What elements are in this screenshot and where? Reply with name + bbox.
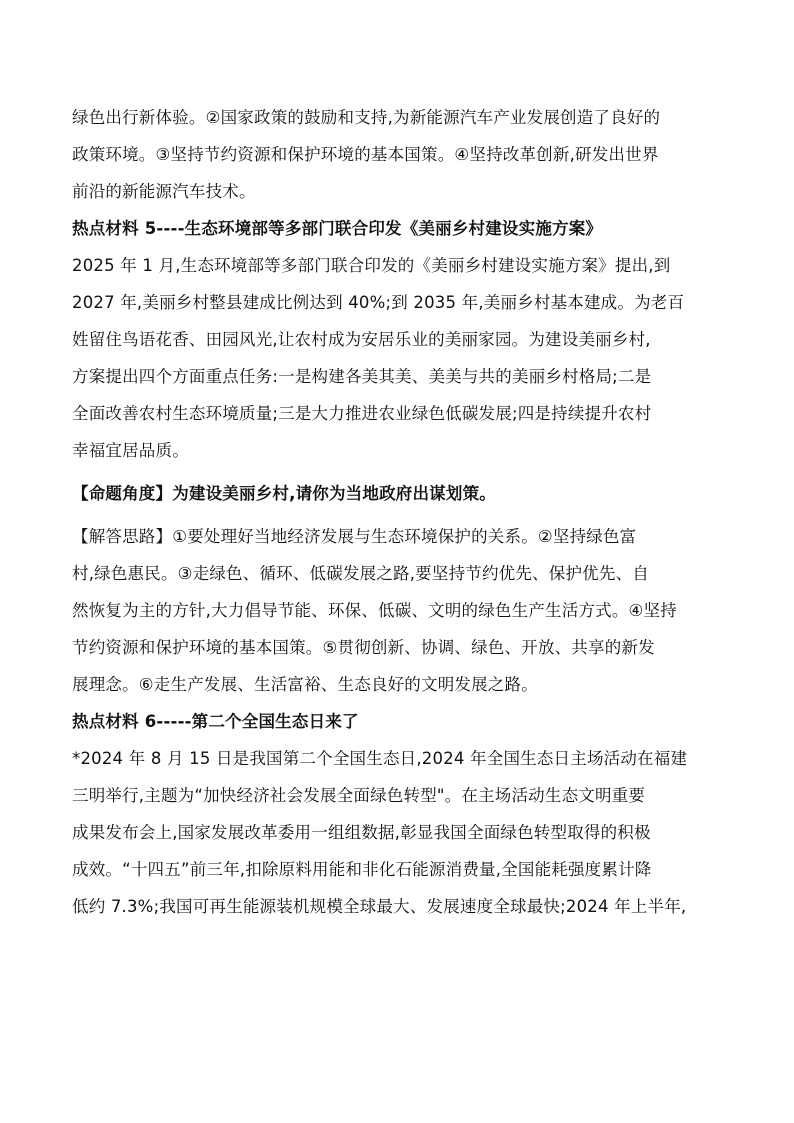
text-line: 展理念。⑥走生产发展、生活富裕、生态良好的文明发展之路。: [72, 675, 538, 694]
section-6: [72, 703, 722, 925]
text-line: 政策环境。③坚持节约资源和保护环境的基本国策。④坚持改革创新,研发出世界: [72, 145, 659, 164]
text-line: 成果发布会上,国家发展改革委用一组组数据,彰显我国全面绿色转型取得的积极: [72, 823, 651, 842]
text-line: 绿色出行新体验。②国家政策的鼓励和支持,为新能源汽车产业发展创造了良好的: [72, 108, 661, 127]
section-5: [72, 210, 722, 703]
text-line: 全面改善农村生态环境质量;三是大力推进农业绿色低碳发展;四是持续提升农村: [72, 404, 652, 423]
text-line: 姓留住鸟语花香、田园风光,让农村成为安居乐业的美丽家园。为建设美丽乡村,: [72, 330, 651, 349]
section-6-body: [72, 740, 722, 925]
text-line: 然恢复为主的方针,大力倡导节能、环保、低碳、文明的绿色生产生活方式。④坚持: [72, 601, 677, 620]
text-line: 三明举行,主题为“加快经济社会发展全面绿色转型"。在主场活动生态文明重要: [72, 786, 646, 805]
text-line: 低约 7.3%;我国可再生能源装机规模全球最大、发展速度全球最快;2024 年上半年,: [72, 897, 687, 916]
document-page: [72, 99, 722, 925]
text-line: 2027 年,美丽乡村整县建成比例达到 40%;到 2035 年,美丽乡村基本建成。为老百: [72, 293, 685, 312]
text-line: 2025 年 1 月,生态环境部等多部门联合印发的《美丽乡村建设实施方案》提出,到: [72, 256, 671, 275]
question-prompt: 【命题角度】为建设美丽乡村,请你为当地政府出谋划策。: [72, 484, 496, 503]
section-6-title: 热点材料 6-----第二个全国生态日来了: [72, 712, 359, 731]
section-5-title: 热点材料 5----生态环境部等多部门联合印发《美丽乡村建设实施方案》: [72, 219, 603, 238]
section-5-body: [72, 247, 722, 469]
answer-paragraph: [72, 518, 722, 703]
text-line: 成效。“十四五”前三年,扣除原料用能和非化石能源消费量,全国能耗强度累计降: [72, 860, 652, 879]
text-line: 前沿的新能源汽车技术。: [72, 182, 256, 201]
text-line: 【解答思路】①要处理好当地经济发展与生态环境保护的关系。②坚持绿色富: [72, 527, 637, 546]
text-line: 村,绿色惠民。③走绿色、循环、低碳发展之路,要坚持节约优先、保护优先、自: [72, 564, 649, 583]
text-line: 幸福宜居品质。: [72, 441, 189, 460]
text-line: *2024 年 8 月 15 日是我国第二个全国生态日,2024 年全国生态日主场活动在福建: [72, 749, 688, 768]
intro-paragraph: [72, 99, 722, 210]
text-line: 节约资源和保护环境的基本国策。⑤贯彻创新、协调、绿色、开放、共享的新发: [72, 638, 655, 657]
text-line: 方案提出四个方面重点任务:一是构建各美其美、美美与共的美丽乡村格局;二是: [72, 367, 652, 386]
